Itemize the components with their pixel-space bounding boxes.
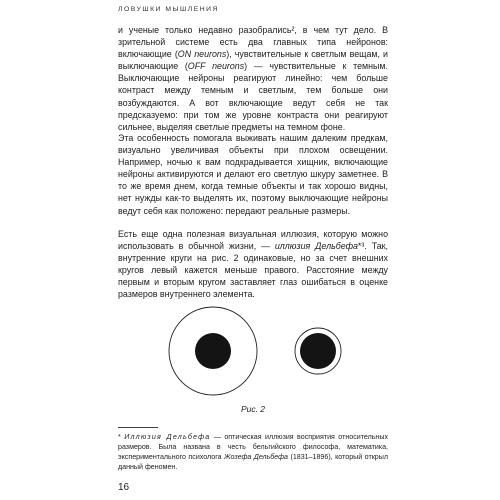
text-run: ) — чувствительные к темным. Выключающие нейроны реагируют линейно: чем больше контраст между темным и светлым, тем больше они возбуждаются. А вот включающие ведут себя не так предсказуемо: при том же уровне контраста они реагируют сильнее, выделяя светлые предметы на темном фоне.	[118, 61, 388, 132]
footnote-run: Иллюзия Дельбефа	[124, 433, 211, 441]
footnote-run: (1831–1896), который открыл данный феномен.	[118, 453, 388, 472]
text-run: Есть еще одна полезная визуальная иллюзия, которую можно использовать в обычной жизни, —	[118, 229, 388, 252]
text-run: *³. Так, внутренние круги на рис. 2 одинаковые, но за счет внешних кругов левый кажется меньше правого. Расстояние между первым и вторым кругом заставляет глаз ошибаться в оценке размеров внутреннего элемента.	[118, 241, 388, 300]
text-run: ², в чем тут дело. В зрительной системе есть два главных типа нейронов: включающие (	[118, 25, 388, 60]
text-run: OFF neurons	[187, 61, 245, 72]
page-number: 16	[118, 482, 130, 493]
paragraph-neurons	[118, 24, 388, 133]
footnote-divider	[118, 427, 158, 428]
text-run: ), чувствительные к светлым вещам, и выключающие (	[118, 49, 388, 72]
left-inner-circle	[195, 333, 231, 369]
text-run: ON neurons	[177, 49, 227, 60]
text-run: Эта особенность помогала выживать нашим далеким предкам, визуально увеличивая объекты при плохом освещении. Например, ночью к вам подкрадывается хищник, включающие нейроны активируются и делают его светлую шкуру заметнее. В то же время днем, когда темные объекты и так хорошо видны, нет нужды как-то выделять их, поэтому выключающие нейроны ведут себя как положено: передают реальные размеры.	[118, 133, 388, 216]
right-inner-circle	[300, 333, 336, 369]
paragraph-ancestors	[118, 132, 388, 217]
footnote-run: Жозефа Дельбефа	[224, 453, 288, 462]
text-run: иллюзия Дельбефа	[274, 241, 358, 252]
running-header: ЛОВУШКИ МЫШЛЕНИЯ	[118, 6, 219, 13]
text-run: и ученые только недавно разобрались	[118, 25, 292, 35]
delboeuf-illusion-figure	[168, 304, 388, 399]
footnote-run: — оптическая иллюзия восприятия относительных размеров. Была названа в честь бельгийского философа, математика, экспериментального психолога	[118, 433, 388, 462]
figure-caption: Рис. 2	[240, 404, 266, 414]
footnote-run: *	[118, 433, 125, 441]
footnote	[118, 432, 388, 472]
paragraph-delboeuf	[118, 228, 388, 301]
